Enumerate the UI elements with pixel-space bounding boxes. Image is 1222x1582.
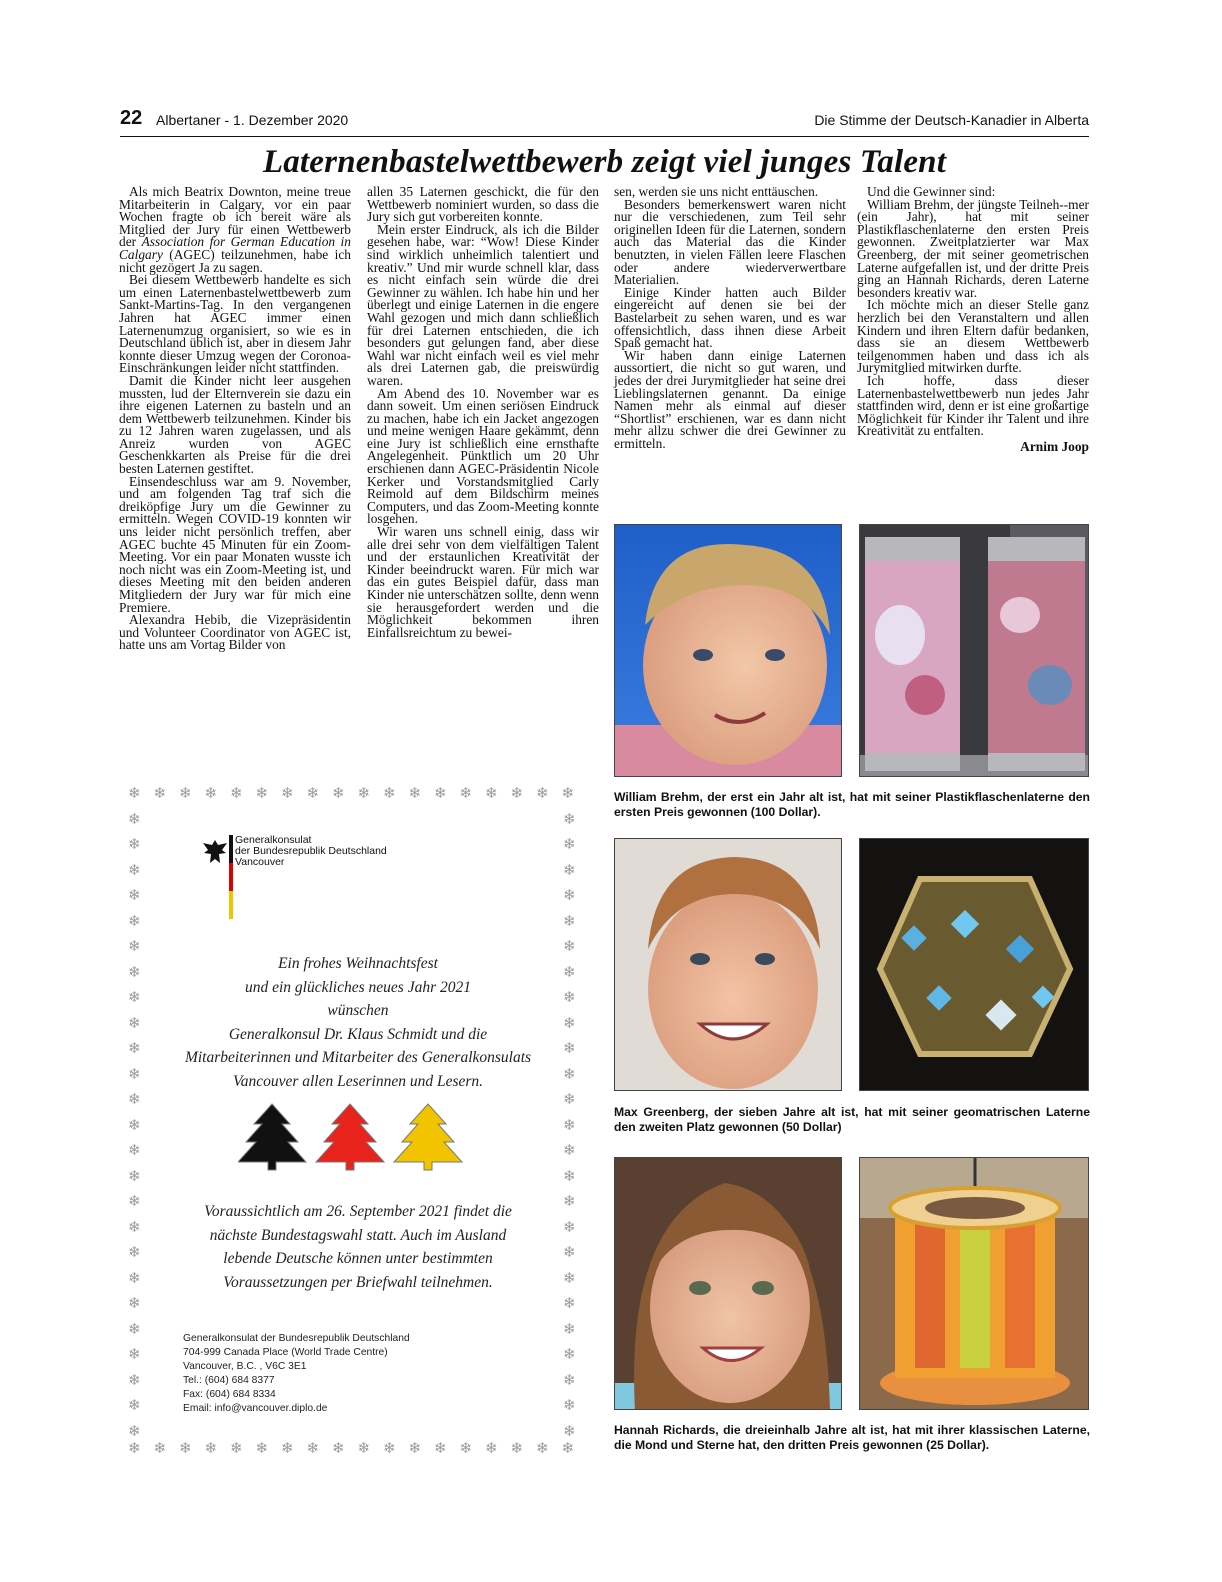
snowflake-icon: ❄ bbox=[128, 1041, 141, 1057]
snowflake-icon: ❄ bbox=[128, 786, 141, 802]
snowflake-icon: ❄ bbox=[204, 1441, 218, 1457]
snowflake-icon: ❄ bbox=[128, 1117, 141, 1134]
photo-geometric-lantern bbox=[859, 838, 1089, 1091]
snowflake-icon: ❄ bbox=[230, 1441, 243, 1457]
snowflake-icon: ❄ bbox=[128, 939, 141, 955]
issue-date: Albertaner - 1. Dezember 2020 bbox=[156, 112, 349, 128]
page-header bbox=[120, 107, 1089, 137]
snowflake-icon: ❄ bbox=[383, 1441, 396, 1457]
snowflake-icon: ❄ bbox=[563, 964, 576, 981]
snowflake-icon: ❄ bbox=[128, 1398, 141, 1414]
snowflake-icon: ❄ bbox=[128, 1270, 141, 1287]
snowflake-icon: ❄ bbox=[563, 1270, 576, 1287]
snowflake-icon: ❄ bbox=[255, 1441, 269, 1457]
snowflake-icon: ❄ bbox=[536, 1441, 549, 1457]
photo-william-brehm bbox=[614, 524, 842, 777]
snowflake-icon: ❄ bbox=[179, 1441, 192, 1457]
snowflake-icon: ❄ bbox=[563, 811, 576, 828]
snowflake-icon: ❄ bbox=[153, 786, 167, 802]
snowflake-icon: ❄ bbox=[563, 1041, 576, 1057]
snowflake-icon: ❄ bbox=[128, 1219, 141, 1236]
snowflake-icon: ❄ bbox=[332, 786, 345, 802]
snowflake-icon: ❄ bbox=[563, 1015, 576, 1032]
snowflake-icon: ❄ bbox=[563, 1372, 576, 1389]
snowflake-icon: ❄ bbox=[561, 786, 575, 802]
snowflake-icon: ❄ bbox=[563, 1143, 576, 1159]
paragraph: Besonders bemerkenswert waren nicht nur die verschiedenen, zum Teil sehr originellen Ideen für die Laternen, sondern auch das Material das die Kinder benutzten, in vielen Fällen leere Flaschen oder andere wiederverwertbare Materialien. bbox=[614, 196, 846, 288]
article-author: Arnim Joop bbox=[1020, 438, 1089, 454]
paragraph: Mein erster Eindruck, als ich die Bilder gesehen habe, war: “Wow! Diese Kinder sind wirklich unheimlich talentiert und kreativ.” Und mir wurde schnell klar, dass es nicht einfach sein würde die drei Gewinner zu wählen. Ich habe hin und her überlegt und einige Laternen in die engere Wahl gezogen und mich dann schließlich für drei Laternen entschieden, die ich besonders gut gelungen fand, aber diese Wahl war nicht einfach weil es viel mehr als drei Laternen gab, die preiswürdig waren. bbox=[367, 221, 599, 388]
snowflake-icon: ❄ bbox=[563, 1117, 576, 1134]
snowflake-icon: ❄ bbox=[128, 862, 141, 879]
paragraph: Wir waren uns schnell einig, dass wir alle drei sehr von dem vielfältigen Talent und der erstaunlichen Kreativität der Kinder beeindruckt waren. Für mich war das ein gutes Beispiel dafür, dass man Kinder nie unterschätzen sollte, denn wenn sie herausgefordert werden und die Möglichkeit bekommen ihren Einfallsreichtum zu bewei- bbox=[367, 524, 599, 640]
election-notice: Voraussichtlich am 26. September 2021 findet die nächste Bundestagswahl statt. Auch im Ausland lebende Deutsche können unter bestimmten Voraussetzungen per Briefwahl teilnehmen. bbox=[204, 1203, 512, 1291]
snowflake-icon: ❄ bbox=[179, 786, 192, 802]
snowflake-icon: ❄ bbox=[255, 786, 269, 802]
snowflake-icon: ❄ bbox=[128, 1372, 141, 1389]
consulate-address: Generalkonsulat der Bundesrepublik Deutschland 704-999 Canada Place (World Trade Centre) Vancouver, B.C. , V6C 3E1 Tel.: (604) 684 8377 Fax: (604) 684 8334 Email: info@vancouver.diplo.de bbox=[183, 1333, 410, 1414]
paragraph: sen, werden sie uns nicht enttäuschen. bbox=[614, 184, 819, 199]
snowflake-icon: ❄ bbox=[563, 1092, 576, 1108]
snowflake-icon: ❄ bbox=[128, 1423, 141, 1440]
snowflake-icon: ❄ bbox=[128, 964, 141, 981]
photo-caption-1: William Brehm, der erst ein Jahr alt ist, hat mit seiner Plastikflaschenlaterne den ersten Preis gewonnen (100 Dollar). bbox=[614, 790, 1090, 819]
snowflake-icon: ❄ bbox=[563, 990, 576, 1006]
paragraph: allen 35 Laternen geschickt, die für den Wettbewerb nominiert wurden, so dass die Jury sich gut vorbereiten konnte. bbox=[367, 184, 599, 225]
snowflake-icon: ❄ bbox=[563, 1398, 576, 1414]
paragraph: Und die Gewinner sind: bbox=[867, 184, 996, 199]
photo-max-greenberg bbox=[614, 838, 842, 1091]
snowflake-icon: ❄ bbox=[563, 862, 576, 879]
paragraph: Am Abend des 10. November war es dann soweit. Um einen seriösen Eindruck zu machen, habe ich ein Jacket angezogen und meine wenigen Haare gekämmt, denn eine Jury ist schließlich eine ernsthafte Angelegenheit. Pünktlich um 20 Uhr erschienen dann AGEC-Präsidentin Nicole Kerker und Vorstandsmitglied Carly Reimold auf dem Bildschirm meines Computers, und das Zoom-Meeting konnte losgehen. bbox=[367, 385, 599, 527]
christmas-trees-icon bbox=[238, 1102, 468, 1172]
paragraph: Alexandra Hebib, die Vizepräsidentin und Volunteer Coordinator von AGEC ist, hatte uns am Vortag Bilder von bbox=[119, 612, 351, 653]
german-flag-bar bbox=[229, 835, 233, 919]
photo-hannah-richards bbox=[614, 1157, 842, 1410]
snowflake-icon: ❄ bbox=[128, 1015, 141, 1032]
snowflake-icon: ❄ bbox=[128, 811, 141, 828]
snowflake-icon: ❄ bbox=[332, 1441, 345, 1457]
snowflake-icon: ❄ bbox=[563, 888, 576, 904]
article-column-4 bbox=[857, 186, 1089, 453]
snowflake-icon: ❄ bbox=[128, 1092, 141, 1108]
snowflake-icon: ❄ bbox=[563, 1321, 576, 1338]
snowflake-icon: ❄ bbox=[563, 1347, 576, 1363]
snowflake-icon: ❄ bbox=[434, 786, 447, 802]
snowflake-icon: ❄ bbox=[563, 1066, 576, 1083]
snowflake-icon: ❄ bbox=[563, 913, 576, 930]
paragraph: Einsendeschluss war am 9. November, und am folgenden Tag traf sich die dreiköpfige Jury um die Gewinner zu ermitteln. Wegen COVID-19 konnten wir uns leider nicht persönlich treffen, aber AGEC buchte 45 Minuten für ein Zoom-Meeting. Vor ein paar Monaten wusste ich noch nicht was ein Zoom-Meeting ist, und dieses Meeting mit den beiden anderen Mitgliedern der Jury war für mich eine Premiere. bbox=[119, 473, 351, 615]
snowflake-icon: ❄ bbox=[128, 990, 141, 1006]
paragraph: Wir haben dann einige Laternen aussortiert, die nicht so gut waren, und jedes der drei Jurymitglieder hat seine drei Lieblingslaternen genannt. Da einige Namen mehr als einmal auf dieser “Shortlist” erschienen, war es dann nicht mehr allzu schwer die drei Gewinner zu ermitteln. bbox=[614, 347, 846, 451]
paragraph: Ich möchte mich an dieser Stelle ganz herzlich bei den Veranstaltern und allen Kindern und ihren Eltern dafür bedanken, dass sie an diesem Wettbewerb teilgenommen haben und dass ich als Jurymitglied mitwirken durfte. bbox=[857, 297, 1089, 376]
snowflake-icon: ❄ bbox=[306, 1441, 320, 1457]
consulate-advertisement bbox=[128, 787, 578, 1457]
snowflake-icon: ❄ bbox=[459, 1441, 473, 1457]
snowflake-icon: ❄ bbox=[128, 1321, 141, 1338]
snowflake-icon: ❄ bbox=[306, 786, 320, 802]
article-column-2 bbox=[367, 186, 599, 639]
snowflake-icon: ❄ bbox=[510, 1441, 524, 1457]
snowflake-icon: ❄ bbox=[563, 1245, 576, 1261]
snowflake-icon: ❄ bbox=[563, 837, 576, 853]
article-column-1 bbox=[119, 186, 351, 652]
christmas-greeting: Ein frohes Weihnachtsfest und ein glückliches neues Jahr 2021 wünschen Generalkonsul Dr. Klaus Schmidt und die Mitarbeiterinnen und Mitarbeiter des Generalkonsulats Vancouver allen Leserinnen und Lesern. bbox=[184, 955, 532, 1090]
article-headline: Laternenbastelwettbewerb zeigt viel junges Talent bbox=[262, 144, 947, 180]
snowflake-icon: ❄ bbox=[563, 1219, 576, 1236]
newspaper-tagline: Die Stimme der Deutsch-Kanadier in Alberta bbox=[814, 112, 1089, 128]
snowflake-icon: ❄ bbox=[536, 786, 549, 802]
snowflake-icon: ❄ bbox=[459, 786, 473, 802]
paragraph: William Brehm, der jüngste Teilneh--mer (ein Jahr), hat mit seiner Plastikflaschenlaterne den ersten Preis gewonnen. Zweitplatzierter war Max Greenberg, der mit seiner geometrischen Laterne aufgefallen ist, und der dritte Preis ging an Hannah Richards, deren Laterne besonders kreativ war. bbox=[857, 196, 1089, 300]
snowflake-icon: ❄ bbox=[383, 786, 396, 802]
christmas-tree-icon bbox=[316, 1104, 384, 1170]
snowflake-icon: ❄ bbox=[128, 1296, 141, 1312]
paragraph: Als mich Beatrix Downton, meine treue Mitarbeiterin in Calgary, vor ein paar Wochen fragte ob ich bereit wäre als Mitglied der Jury für einen Wettbewerb der Association for German Education in Calgary (AGEC) teilzunehmen, habe ich nicht gezögert Ja zu sagen. bbox=[119, 184, 351, 275]
paragraph: Damit die Kinder nicht leer ausgehen mussten, lud der Elternverein sie dazu ein ihre eigenen Laternen zu basteln und an dem Wettbewerb teilzunehmen. Kinder bis zu 12 Jahren waren zugelassen, und als Anreiz wurden von AGEC Geschenkkarten als Preise für die drei besten Laternen gestiftet. bbox=[119, 372, 351, 477]
photo-caption-3: Hannah Richards, die dreieinhalb Jahre alt ist, hat mit ihrer klassischen Laterne, die Mond und Sterne hat, den dritten Preis gewonnen (25 Dollar). bbox=[614, 1423, 1090, 1452]
german-eagle-icon bbox=[200, 837, 230, 887]
snowflake-icon: ❄ bbox=[128, 1066, 141, 1083]
snowflake-icon: ❄ bbox=[128, 913, 141, 930]
snowflake-icon: ❄ bbox=[230, 786, 243, 802]
snowflake-icon: ❄ bbox=[128, 1143, 141, 1159]
photo-caption-2: Max Greenberg, der sieben Jahre alt ist, hat mit seiner geomatrischen Laterne den zweiten Platz gewonnen (50 Dollar) bbox=[614, 1105, 1090, 1134]
snowflake-icon: ❄ bbox=[128, 837, 141, 853]
christmas-tree-icon bbox=[238, 1104, 306, 1170]
snowflake-icon: ❄ bbox=[204, 786, 218, 802]
paragraph: Einige Kinder hatten auch Bilder eingereicht auf denen sie bei der Bastelarbeit zu sehen waren, und es war offensichtlich, dass ihnen diese Arbeit Spaß gemacht hat. bbox=[614, 284, 846, 351]
snowflake-icon: ❄ bbox=[563, 1423, 576, 1440]
snowflake-icon: ❄ bbox=[128, 1441, 141, 1457]
snowflake-icon: ❄ bbox=[128, 1168, 141, 1185]
photo-plastic-bottle-lantern bbox=[859, 524, 1089, 777]
snowflake-icon: ❄ bbox=[561, 1441, 575, 1457]
snowflake-icon: ❄ bbox=[563, 1296, 576, 1312]
snowflake-icon: ❄ bbox=[128, 1245, 141, 1261]
snowflake-icon: ❄ bbox=[357, 786, 371, 802]
snowflake-icon: ❄ bbox=[485, 1441, 498, 1457]
snowflake-icon: ❄ bbox=[563, 939, 576, 955]
snowflake-icon: ❄ bbox=[281, 1441, 294, 1457]
snowflake-icon: ❄ bbox=[128, 1194, 141, 1210]
snowflake-icon: ❄ bbox=[563, 1194, 576, 1210]
snowflake-icon: ❄ bbox=[434, 1441, 447, 1457]
snowflake-icon: ❄ bbox=[485, 786, 498, 802]
snowflake-icon: ❄ bbox=[563, 1168, 576, 1185]
page-number: 22 bbox=[120, 107, 143, 129]
snowflake-icon: ❄ bbox=[281, 786, 294, 802]
snowflake-icon: ❄ bbox=[128, 1347, 141, 1363]
paragraph: Ich hoffe, dass dieser Laternenbastelwettbewerb nun jedes Jahr stattfinden wird, denn er ist eine großartige Möglichkeit für Kinder ihr Talent und ihre Kreativität zu entfalten. bbox=[857, 372, 1089, 439]
snowflake-icon: ❄ bbox=[153, 1441, 167, 1457]
snowflake-icon: ❄ bbox=[510, 786, 524, 802]
article-column-3 bbox=[614, 186, 846, 450]
consulate-name: Generalkonsulat der Bundesrepublik Deutschland Vancouver bbox=[235, 834, 387, 868]
snowflake-icon: ❄ bbox=[408, 1441, 422, 1457]
snowflake-icon: ❄ bbox=[357, 1441, 371, 1457]
snowflake-icon: ❄ bbox=[408, 786, 422, 802]
paragraph: Bei diesem Wettbewerb handelte es sich um einen Laternenbastelwettbewerb zum Sankt-Martins-Tag. In den vergangenen Jahren hat AGEC immer einen Laternenumzug organisiert, so wie es in Deutschland üblich ist, aber in diesem Jahr konnte dieser Umzug wegen der Coronoa-Einschränkungen leider nicht stattfinden. bbox=[119, 272, 351, 376]
snowflake-icon: ❄ bbox=[128, 888, 141, 904]
photo-classic-lantern bbox=[859, 1157, 1089, 1410]
christmas-tree-icon bbox=[394, 1104, 462, 1170]
